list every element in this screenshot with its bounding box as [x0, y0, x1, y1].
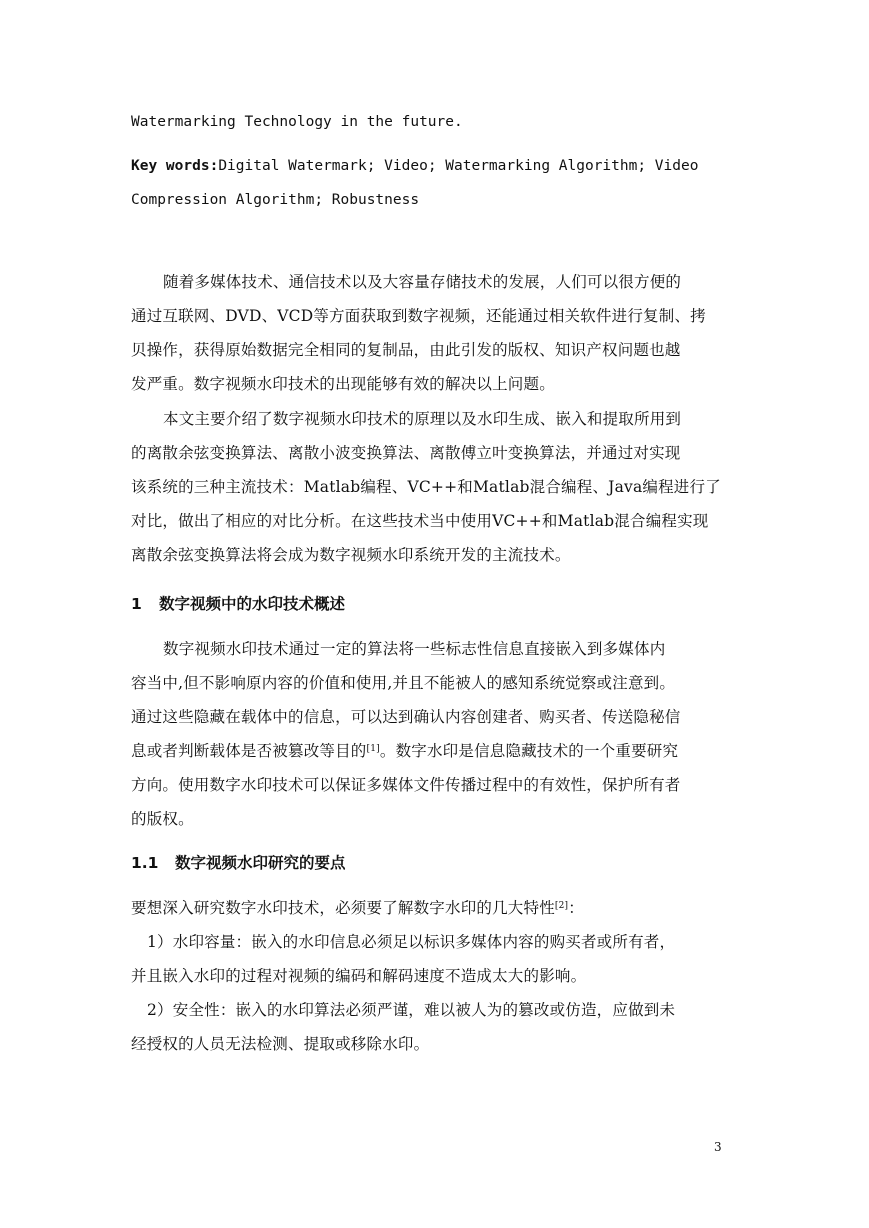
abstract-tail-line: Watermarking Technology in the future.: [131, 114, 463, 130]
intro-p1-line: 随着多媒体技术、通信技术以及大容量存储技术的发展，人们可以很方便的: [163, 273, 682, 291]
intro-p2-line: 的离散余弦变换算法、离散小波变换算法、离散傅立叶变换算法，并通过对实现: [131, 444, 681, 462]
section-1-p1-line: 数字视频水印技术通过一定的算法将一些标志性信息直接嵌入到多媒体内: [163, 640, 666, 658]
section-1-heading: [131, 592, 345, 614]
section-1-p1-line: 方向。使用数字水印技术可以保证多媒体文件传播过程中的有效性，保护所有者: [131, 776, 681, 794]
section-1-1-title: 数字视频水印研究的要点: [175, 854, 346, 872]
section-1-p1-line-4-pre: 息或者判断载体是否被篡改等目的: [131, 742, 367, 760]
citation-ref-1: [1]: [366, 744, 380, 754]
item-2-line: 2）安全性：嵌入的水印算法必须严谨，难以被人为的篡改或仿造，应做到未: [147, 1001, 676, 1019]
intro-p1-line: 发严重。数字视频水印技术的出现能够有效的解决以上问题。: [131, 375, 555, 393]
intro-p2-line: 该系统的三种主流技术：Matlab编程、VC++和Matlab混合编程、Java编程进行了: [131, 478, 721, 496]
section-1-p1-line: 容当中,但不影响原内容的价值和使用,并且不能被人的感知系统觉察或注意到。: [131, 674, 676, 692]
section-1-1-intro-pre: 要想深入研究数字水印技术，必须要了解数字水印的几大特性: [131, 899, 555, 917]
intro-p2-line: 对比，做出了相应的对比分析。在这些技术当中使用VC++和Matlab混合编程实现: [131, 512, 709, 530]
item-1-line: 并且嵌入水印的过程对视频的编码和解码速度不造成太大的影响。: [131, 967, 587, 985]
section-1-1-intro-post: ：: [568, 899, 584, 917]
section-1-title: 数字视频中的水印技术概述: [159, 595, 346, 613]
intro-p2-line: 离散余弦变换算法将会成为数字视频水印系统开发的主流技术。: [131, 546, 571, 564]
section-1-p1-line: 的版权。: [131, 810, 194, 828]
section-1-p1-line-4: [131, 739, 678, 761]
intro-p2-line: 本文主要介绍了数字视频水印技术的原理以及水印生成、嵌入和提取所用到: [163, 410, 682, 428]
page-number: 3: [714, 1140, 722, 1154]
item-2-line: 经授权的人员无法检测、提取或移除水印。: [131, 1035, 430, 1053]
section-1-p1-line: 通过这些隐藏在载体中的信息，可以达到确认内容创建者、购买者、传送隐秘信: [131, 708, 681, 726]
citation-ref-2: [2]: [554, 901, 569, 911]
intro-p1-line: 通过互联网、DVD、VCD等方面获取到数字视频，还能通过相关软件进行复制、拷: [131, 307, 706, 325]
section-1-1-heading: [131, 851, 346, 873]
section-1-1-intro: [131, 896, 584, 918]
section-1-1-number: 1.1: [131, 854, 159, 872]
keywords-text-1: Digital Watermark; Video; Watermarking Algorithm; Video: [218, 158, 699, 174]
keywords-line-2: Compression Algorithm; Robustness: [131, 192, 420, 208]
item-1-line: 1）水印容量：嵌入的水印信息必须足以标识多媒体内容的购买者或所有者，: [147, 933, 676, 951]
section-1-number: 1: [131, 595, 142, 613]
keywords-label: Key words:: [131, 158, 219, 174]
section-1-p1-line-4-post: 。数字水印是信息隐藏技术的一个重要研究: [379, 742, 679, 760]
intro-p1-line: 贝操作，获得原始数据完全相同的复制品，由此引发的版权、知识产权问题也越: [131, 341, 681, 359]
keywords-line-1: [131, 158, 698, 174]
